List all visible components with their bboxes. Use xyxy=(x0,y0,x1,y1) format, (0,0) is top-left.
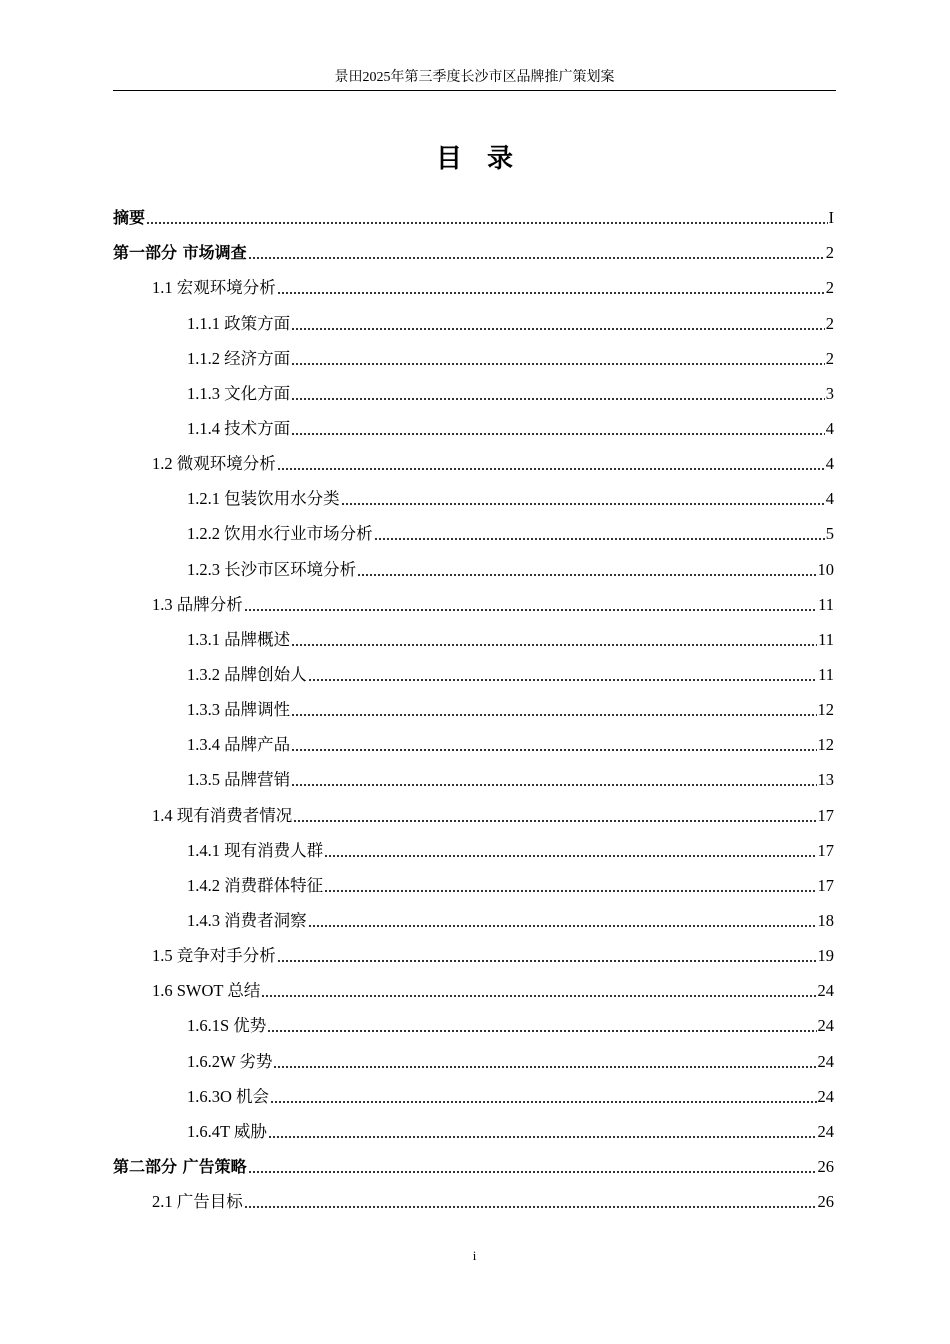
toc-entry-label: 1.6.3O 机会 xyxy=(187,1086,270,1106)
dot-leader xyxy=(273,1063,816,1069)
toc-entry-page-number: 4 xyxy=(825,454,834,474)
toc-entry[interactable] xyxy=(113,586,834,621)
toc-entry[interactable] xyxy=(113,234,834,269)
dot-leader xyxy=(291,360,825,366)
toc-entry[interactable] xyxy=(113,1007,834,1042)
toc-entry[interactable] xyxy=(113,1113,834,1148)
toc-entry-page-number: 24 xyxy=(817,1121,834,1141)
dot-leader xyxy=(244,606,817,612)
toc-entry[interactable] xyxy=(113,480,834,515)
toc-entry-page-number: 17 xyxy=(817,805,834,825)
toc-entry-page-number: 4 xyxy=(825,489,834,509)
toc-entry-page-number: 17 xyxy=(817,875,834,895)
dot-leader xyxy=(270,1098,816,1104)
toc-entry[interactable] xyxy=(113,375,834,410)
toc-entry[interactable] xyxy=(113,867,834,902)
toc-entry-page-number: 17 xyxy=(817,840,834,860)
toc-entry-label: 1.1.1 政策方面 xyxy=(187,313,291,333)
toc-entry-page-number: 5 xyxy=(825,524,834,544)
toc-entry-label: 1.4.1 现有消费人群 xyxy=(187,840,324,860)
toc-entry-page-number: 24 xyxy=(817,1016,834,1036)
toc-entry-label: 1.2 微观环境分析 xyxy=(152,454,276,474)
toc-entry-page-number: 10 xyxy=(817,559,834,579)
dot-leader xyxy=(291,711,816,717)
toc-entry-page-number: 2 xyxy=(825,243,834,263)
toc-entry-label: 1.1.4 技术方面 xyxy=(187,418,291,438)
dot-leader xyxy=(357,571,816,577)
dot-leader xyxy=(244,1203,817,1209)
toc-entry-page-number: 13 xyxy=(817,770,834,790)
toc-entry-label: 1.4 现有消费者情况 xyxy=(152,805,293,825)
toc-entry-page-number: 2 xyxy=(825,278,834,298)
toc-entry-label: 2.1 广告目标 xyxy=(152,1192,243,1212)
dot-leader xyxy=(268,1133,817,1139)
toc-entry-page-number: 12 xyxy=(817,700,834,720)
toc-entry-label: 1.6 SWOT 总结 xyxy=(152,981,261,1001)
toc-entry-label: 1.1.2 经济方面 xyxy=(187,348,291,368)
toc-entry-page-number: 4 xyxy=(825,418,834,438)
dot-leader xyxy=(267,1027,816,1033)
toc-entry-label: 1.6.1S 优势 xyxy=(187,1016,267,1036)
toc-entry-page-number: 26 xyxy=(817,1192,834,1212)
dot-leader xyxy=(291,641,817,647)
toc-entry-label: 1.4.3 消费者洞察 xyxy=(187,910,307,930)
toc-entry[interactable] xyxy=(113,1183,834,1218)
toc-entry-page-number: 11 xyxy=(818,594,834,614)
toc-entry[interactable] xyxy=(113,902,834,937)
toc-entry-page-number: 26 xyxy=(817,1156,834,1176)
dot-leader xyxy=(341,500,825,506)
toc-entry-page-number: 19 xyxy=(817,946,834,966)
dot-leader xyxy=(248,1168,817,1174)
toc-entry-label: 1.2.1 包装饮用水分类 xyxy=(187,489,340,509)
toc-entry[interactable] xyxy=(113,199,834,234)
toc-entry-page-number: 11 xyxy=(818,664,834,684)
toc-entry[interactable] xyxy=(113,1042,834,1077)
toc-entry-label: 摘要 xyxy=(113,208,146,228)
toc-entry-label: 1.6.2W 劣势 xyxy=(187,1051,273,1071)
dot-leader xyxy=(291,781,816,787)
toc-entry-label: 1.5 竞争对手分析 xyxy=(152,946,276,966)
toc-entry-page-number: I xyxy=(828,208,834,228)
dot-leader xyxy=(293,817,816,823)
toc-entry[interactable] xyxy=(113,621,834,656)
toc-entry[interactable] xyxy=(113,796,834,831)
toc-entry[interactable] xyxy=(113,1078,834,1113)
dot-leader xyxy=(277,957,817,963)
toc-entry-label: 1.2.2 饮用水行业市场分析 xyxy=(187,524,373,544)
toc-entry-page-number: 24 xyxy=(817,1086,834,1106)
dot-leader xyxy=(291,395,825,401)
toc-entry-label: 第二部分 广告策略 xyxy=(113,1156,247,1176)
toc-entry-label: 1.2.3 长沙市区环境分析 xyxy=(187,559,357,579)
toc-entry[interactable] xyxy=(113,937,834,972)
toc-entry-label: 1.3.3 品牌调性 xyxy=(187,700,291,720)
toc-entry[interactable] xyxy=(113,726,834,761)
toc-entry-page-number: 24 xyxy=(817,981,834,1001)
dot-leader xyxy=(291,430,825,436)
toc-entry-page-number: 12 xyxy=(817,735,834,755)
toc-entry[interactable] xyxy=(113,304,834,339)
toc-entry[interactable] xyxy=(113,269,834,304)
toc-entry-label: 1.3.2 品牌创始人 xyxy=(187,664,307,684)
page-number: i xyxy=(472,1248,477,1263)
dot-leader xyxy=(261,992,816,998)
toc-entry[interactable] xyxy=(113,1148,834,1183)
toc-entry[interactable] xyxy=(113,340,834,375)
toc-entry-page-number: 3 xyxy=(825,383,834,403)
toc-entry-page-number: 18 xyxy=(817,910,834,930)
toc-entry[interactable] xyxy=(113,761,834,796)
dot-leader xyxy=(308,922,817,928)
dot-leader xyxy=(291,746,816,752)
toc-entry-label: 1.3.1 品牌概述 xyxy=(187,629,291,649)
dot-leader xyxy=(324,887,816,893)
toc-entry[interactable] xyxy=(113,550,834,585)
toc-entry[interactable] xyxy=(113,972,834,1007)
toc-title: 目 录 xyxy=(435,144,522,174)
toc-entry-page-number: 24 xyxy=(817,1051,834,1071)
toc-entry-label: 1.6.4T 威胁 xyxy=(187,1121,267,1141)
dot-leader xyxy=(374,535,825,541)
toc-entry-label: 1.3.5 品牌营销 xyxy=(187,770,291,790)
toc-entry-page-number: 2 xyxy=(825,313,834,333)
table-of-contents xyxy=(113,199,834,1218)
dot-leader xyxy=(248,254,825,260)
dot-leader xyxy=(277,465,825,471)
running-header: 景田2025年第三季度长沙市区品牌推广策划案 xyxy=(334,70,615,85)
toc-entry-label: 第一部分 市场调查 xyxy=(113,243,247,263)
dot-leader xyxy=(277,289,825,295)
toc-entry-label: 1.3 品牌分析 xyxy=(152,594,243,614)
toc-entry-label: 1.1 宏观环境分析 xyxy=(152,278,276,298)
toc-entry-label: 1.3.4 品牌产品 xyxy=(187,735,291,755)
toc-entry[interactable] xyxy=(113,410,834,445)
toc-entry-label: 1.4.2 消费群体特征 xyxy=(187,875,324,895)
toc-entry[interactable] xyxy=(113,832,834,867)
toc-entry[interactable] xyxy=(113,691,834,726)
toc-entry-page-number: 11 xyxy=(818,629,834,649)
header-rule xyxy=(113,90,836,91)
dot-leader xyxy=(291,325,825,331)
dot-leader xyxy=(324,852,816,858)
dot-leader xyxy=(146,219,827,225)
toc-entry[interactable] xyxy=(113,445,834,480)
dot-leader xyxy=(308,676,817,682)
toc-entry-page-number: 2 xyxy=(825,348,834,368)
toc-entry-label: 1.1.3 文化方面 xyxy=(187,383,291,403)
toc-entry[interactable] xyxy=(113,656,834,691)
toc-entry[interactable] xyxy=(113,515,834,550)
